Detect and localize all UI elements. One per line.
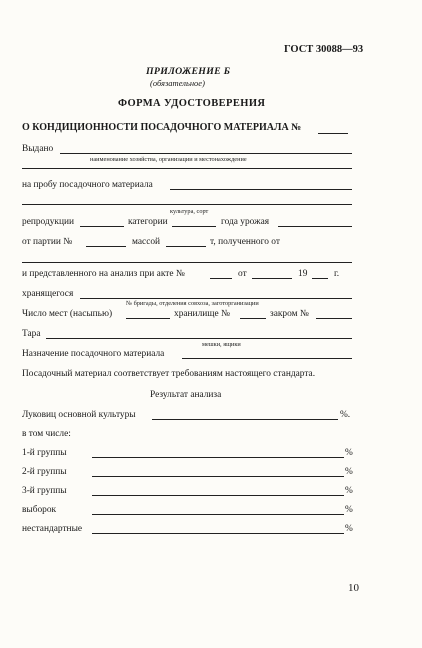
places-label: Число мест (насыпью) bbox=[22, 309, 113, 319]
main-bulbs-field[interactable] bbox=[152, 419, 338, 420]
sample-label: на пробу посадочного материала bbox=[22, 180, 153, 190]
presented-label: и представленного на анализ при акте № bbox=[22, 269, 185, 279]
sprouts-percent: % bbox=[345, 505, 353, 515]
group3-label: 3-й группы bbox=[22, 486, 67, 496]
group1-percent: % bbox=[345, 448, 353, 458]
gost-number: ГОСТ 30088—93 bbox=[284, 44, 364, 55]
sample-field-2[interactable] bbox=[22, 204, 352, 205]
act-number-field[interactable] bbox=[210, 278, 232, 279]
storehouse-label: хранилище № bbox=[174, 309, 230, 319]
purpose-label: Назначение посадочного материала bbox=[22, 349, 165, 359]
received-label: т, полученного от bbox=[210, 237, 280, 247]
year-suffix: г. bbox=[334, 269, 340, 279]
form-subtitle: О КОНДИЦИОННОСТИ ПОСАДОЧНОГО МАТЕРИАЛА № bbox=[22, 122, 302, 133]
group2-percent: % bbox=[345, 467, 353, 477]
harvest-year-label: года урожая bbox=[221, 217, 270, 227]
group3-percent: % bbox=[345, 486, 353, 496]
purpose-field[interactable] bbox=[182, 358, 352, 359]
nonstandard-field[interactable] bbox=[92, 533, 344, 534]
group3-field[interactable] bbox=[92, 495, 344, 496]
packaging-label: Тара bbox=[22, 329, 41, 339]
storage-hint: № бригады, отделения совхоза, заготорганизации bbox=[126, 300, 259, 307]
sample-field[interactable] bbox=[170, 189, 352, 190]
group1-field[interactable] bbox=[92, 457, 344, 458]
main-bulbs-label: Луковиц основной культуры bbox=[22, 410, 136, 420]
sprouts-label: выборок bbox=[22, 505, 57, 515]
nonstandard-percent: % bbox=[345, 524, 353, 534]
certificate-number-field[interactable] bbox=[318, 133, 348, 134]
bin-label: закром № bbox=[270, 309, 309, 319]
packaging-hint: мешки, ящики bbox=[202, 341, 241, 348]
act-year-field[interactable] bbox=[312, 278, 328, 279]
including-label: в том числе: bbox=[22, 429, 71, 439]
places-field[interactable] bbox=[126, 318, 170, 319]
appendix-title: ПРИЛОЖЕНИЕ Б bbox=[146, 66, 231, 77]
issued-hint: наименование хозяйства, организации и местонахождение bbox=[90, 156, 247, 163]
act-from-label: от bbox=[238, 269, 247, 279]
packaging-field[interactable] bbox=[46, 338, 352, 339]
harvest-year-field[interactable] bbox=[278, 226, 352, 227]
issued-label: Выдано bbox=[22, 144, 54, 154]
bin-field[interactable] bbox=[316, 318, 352, 319]
received-from-field[interactable] bbox=[22, 262, 352, 263]
year-prefix: 19 bbox=[298, 269, 308, 279]
stored-label: хранящегося bbox=[22, 289, 74, 299]
mass-field[interactable] bbox=[166, 246, 206, 247]
reproduction-field[interactable] bbox=[80, 226, 124, 227]
page-number: 10 bbox=[348, 582, 359, 594]
category-field[interactable] bbox=[172, 226, 216, 227]
category-label: категории bbox=[128, 217, 168, 227]
issued-to-field-2[interactable] bbox=[22, 168, 352, 169]
conformity-statement: Посадочный материал соответствует требованиям настоящего стандарта. bbox=[22, 369, 316, 379]
group1-label: 1-й группы bbox=[22, 448, 67, 458]
act-date-field[interactable] bbox=[252, 278, 292, 279]
nonstandard-label: нестандартные bbox=[22, 524, 83, 534]
storehouse-field[interactable] bbox=[240, 318, 266, 319]
batch-label: от партии № bbox=[22, 237, 73, 247]
batch-field[interactable] bbox=[86, 246, 126, 247]
sprouts-field[interactable] bbox=[92, 514, 344, 515]
main-bulbs-percent: %. bbox=[340, 410, 351, 420]
culture-hint: культура, сорт bbox=[170, 208, 209, 215]
appendix-note: (обязательное) bbox=[150, 78, 205, 88]
result-title: Результат анализа bbox=[150, 390, 222, 400]
stored-field[interactable] bbox=[80, 298, 352, 299]
issued-to-field[interactable] bbox=[60, 153, 352, 154]
reproduction-label: репродукции bbox=[22, 217, 75, 227]
mass-label: массой bbox=[132, 237, 161, 247]
group2-field[interactable] bbox=[92, 476, 344, 477]
group2-label: 2-й группы bbox=[22, 467, 67, 477]
form-title: ФОРМА УДОСТОВЕРЕНИЯ bbox=[118, 98, 266, 109]
